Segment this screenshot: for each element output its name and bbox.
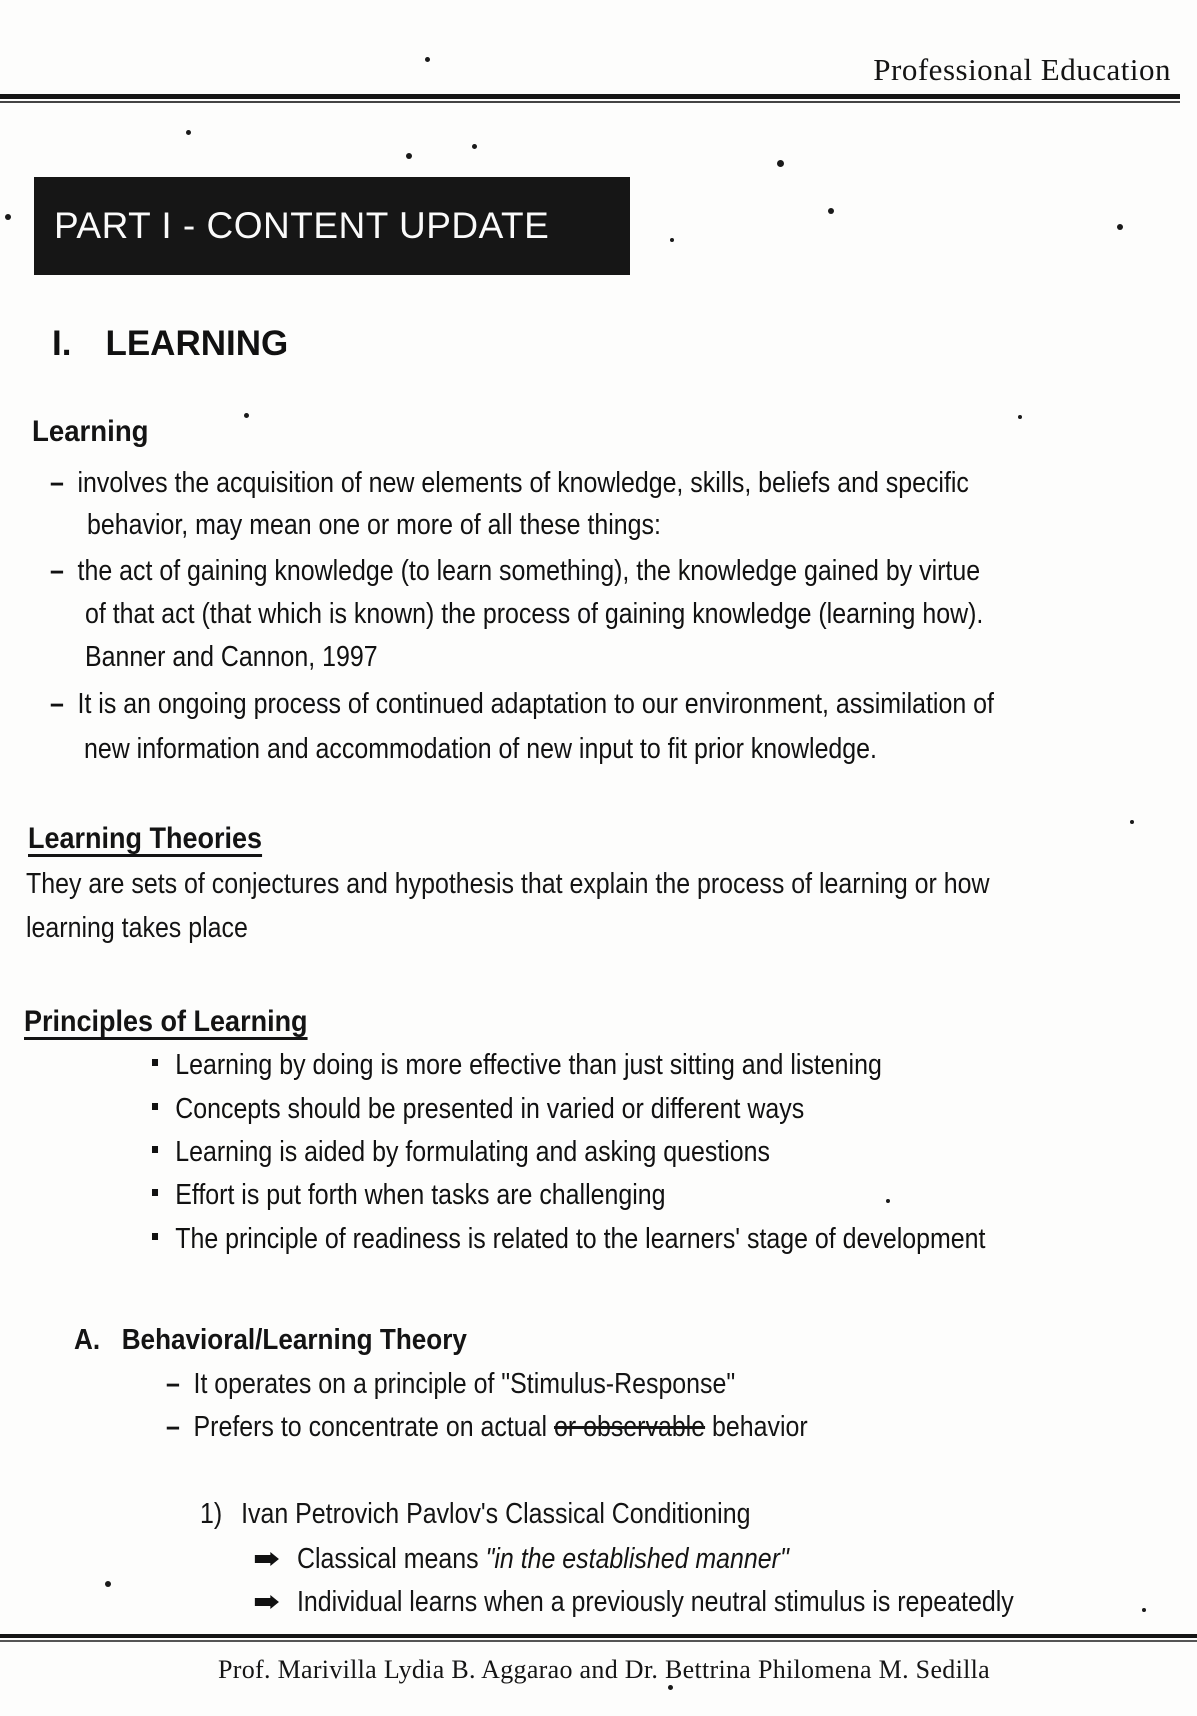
theory-arrow-point: Individual learns when a previously neutral stimulus is repeatedly: [254, 1586, 1014, 1619]
scan-speck: [244, 413, 249, 418]
list-item: – involves the acquisition of new elements of knowledge, skills, beliefs and specific: [50, 462, 969, 504]
scan-speck: [828, 208, 834, 214]
section-number: I.: [52, 324, 72, 363]
principle-item: Learning is aided by formulating and asking questions: [152, 1136, 770, 1169]
list-item-continuation: of that act (that which is known) the process of gaining knowledge (learning how).: [85, 598, 984, 630]
scan-speck: [5, 214, 11, 220]
header-rule-thin: [0, 101, 1180, 103]
principle-item: The principle of readiness is related to the learners' stage of development: [152, 1223, 985, 1256]
behavioral-label: A.: [74, 1324, 101, 1356]
bullet-icon: [152, 1146, 158, 1153]
behavioral-title: Behavioral/Learning Theory: [121, 1324, 467, 1356]
list-item: – It is an ongoing process of continued adaptation to our environment, assimilation of: [50, 683, 994, 725]
principle-item: Concepts should be presented in varied or different ways: [152, 1093, 804, 1126]
dash-marker: –: [50, 688, 64, 720]
scan-speck: [425, 57, 430, 62]
header-rule: [0, 94, 1180, 99]
list-item-continuation: behavior, may mean one or more of all these things:: [87, 509, 661, 541]
learning-theories-text: They are sets of conjectures and hypothesis that explain the process of learning or how: [26, 868, 990, 900]
bullet-icon: [152, 1189, 158, 1196]
bullet-icon: [152, 1233, 158, 1240]
theory-sub-number: 1): [200, 1498, 223, 1530]
learning-theories-text: learning takes place: [26, 912, 248, 944]
learning-heading: Learning: [32, 415, 149, 448]
dash-marker: –: [166, 1411, 180, 1443]
learning-theories-heading: Learning Theories: [28, 822, 263, 855]
dash-marker: –: [50, 555, 64, 587]
arrow-bullet-icon: [254, 1552, 280, 1566]
theory-subheading: [200, 1498, 750, 1531]
scan-speck: [1130, 820, 1134, 824]
bullet-icon: [152, 1059, 158, 1066]
principle-item: Effort is put forth when tasks are challenging: [152, 1179, 666, 1212]
scan-speck: [1117, 224, 1123, 230]
footer-authors: Prof. Marivilla Lydia B. Aggarao and Dr. Bettrina Philomena M. Sedilla: [218, 1655, 990, 1684]
section-heading: [52, 324, 288, 364]
list-item: – the act of gaining knowledge (to learn something), the knowledge gained by virtue: [50, 550, 980, 592]
header-title: Professional Education: [873, 52, 1171, 87]
principles-heading: Principles of Learning: [24, 1005, 308, 1038]
part-banner-title: PART I - CONTENT UPDATE: [54, 205, 550, 246]
behavioral-heading: [74, 1324, 467, 1357]
scan-speck: [668, 1685, 673, 1690]
scan-speck: [406, 153, 412, 159]
scan-speck: [1142, 1608, 1146, 1612]
scan-speck: [670, 238, 674, 242]
dash-marker: –: [166, 1368, 180, 1400]
scan-speck: [186, 130, 191, 135]
bullet-icon: [152, 1103, 158, 1110]
behavioral-point: – Prefers to concentrate on actual or observable behavior: [166, 1411, 808, 1443]
list-item-citation: Banner and Cannon, 1997: [85, 641, 378, 673]
section-title: LEARNING: [105, 324, 289, 363]
arrow-bullet-icon: [254, 1595, 280, 1609]
list-item-continuation: new information and accommodation of new input to fit prior knowledge.: [84, 733, 877, 765]
scan-speck: [886, 1199, 890, 1203]
footer-rule-thin: [0, 1640, 1197, 1642]
scan-speck: [472, 144, 477, 149]
principle-item: Learning by doing is more effective than just sitting and listening: [152, 1049, 882, 1082]
theory-sub-title: Ivan Petrovich Pavlov's Classical Conditioning: [241, 1498, 751, 1530]
theory-arrow-point: Classical means "in the established manner": [254, 1543, 789, 1576]
behavioral-point: – It operates on a principle of "Stimulus-Response": [166, 1368, 736, 1400]
scan-speck: [777, 160, 784, 167]
dash-marker: –: [50, 467, 64, 499]
scan-speck: [105, 1581, 111, 1587]
struck-text: or observable: [553, 1411, 706, 1443]
part-banner: [34, 177, 630, 275]
scan-speck: [1018, 415, 1022, 419]
footer-rule: [0, 1634, 1197, 1638]
